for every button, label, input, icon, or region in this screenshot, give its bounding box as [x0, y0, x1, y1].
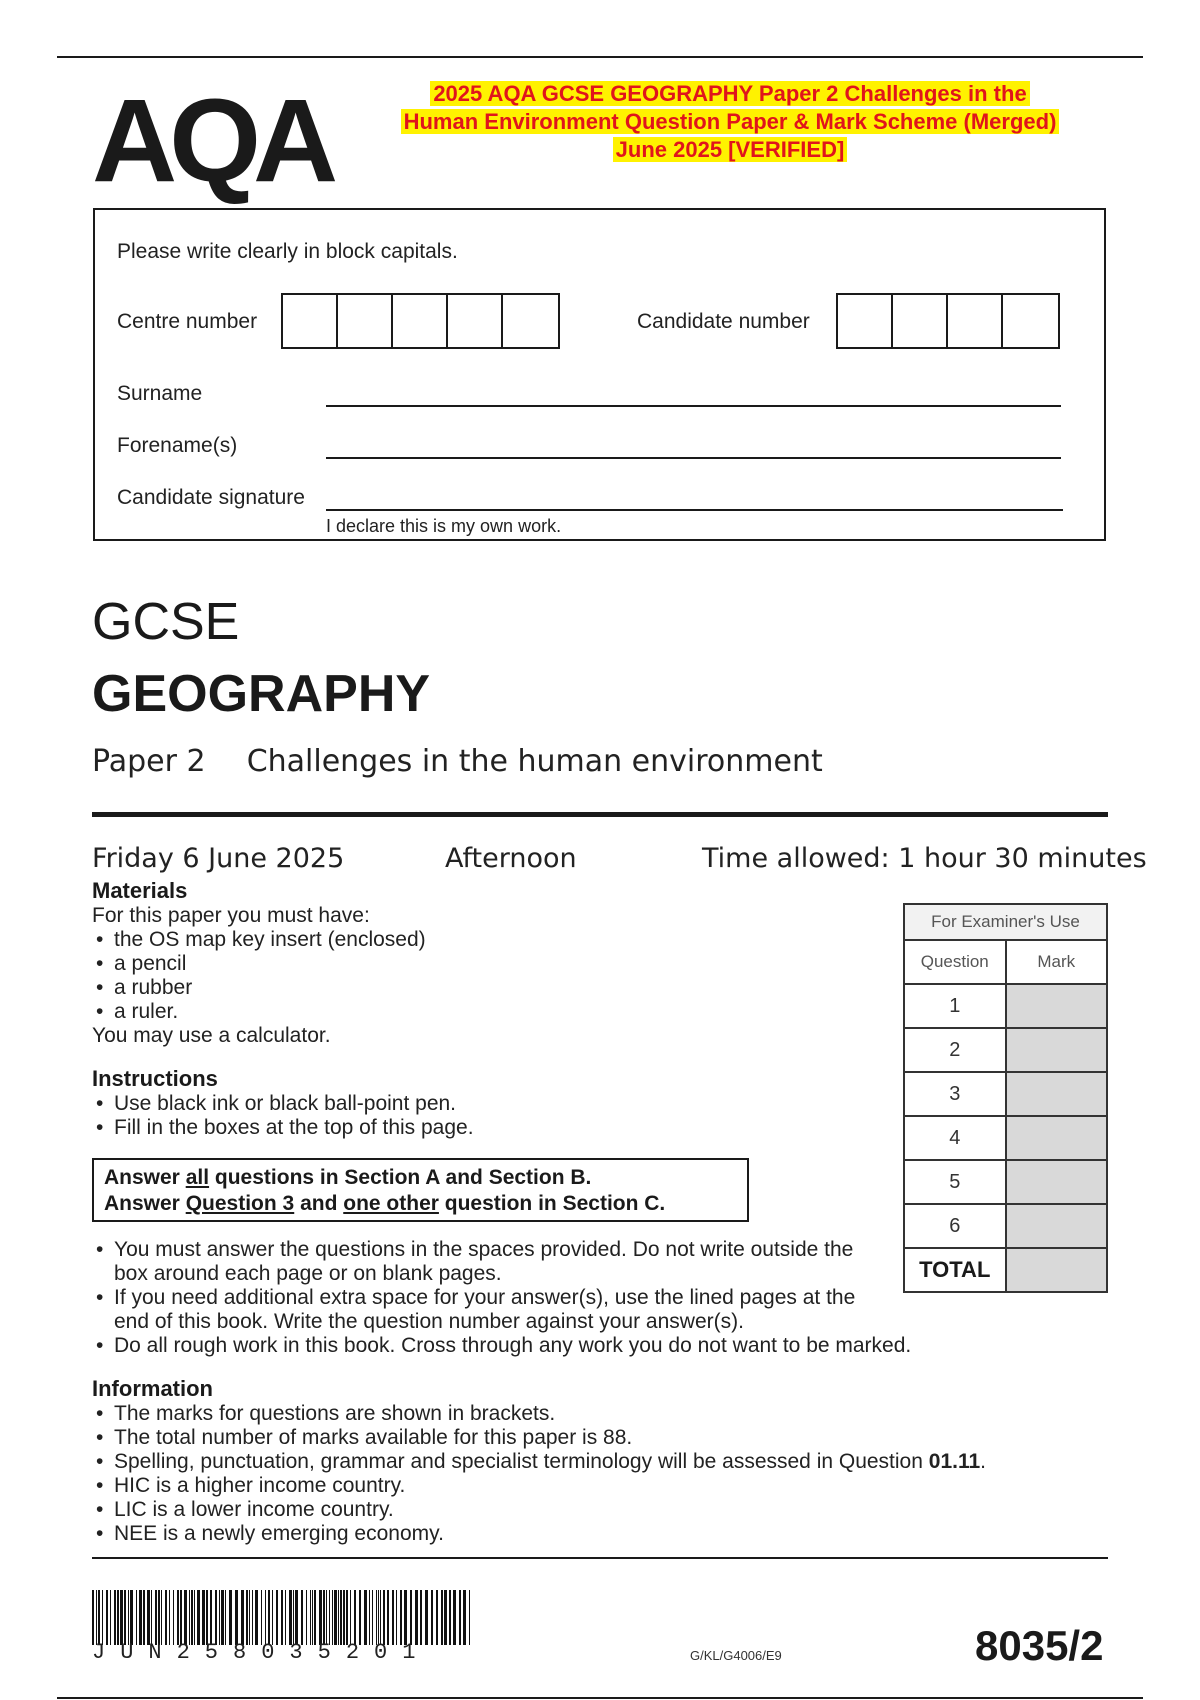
info-item: • LIC is a lower income country.: [92, 1498, 1092, 1522]
materials-item: • a rubber: [92, 976, 832, 1000]
calculator-note: You may use a calculator.: [92, 1024, 331, 1047]
info-item: • NEE is a newly emerging economy.: [92, 1522, 1092, 1546]
instructions-section: [92, 1066, 832, 1140]
answer-line-2: Answer Question 3 and one other question in Section C.: [104, 1192, 666, 1215]
bottom-rule: [57, 1697, 1143, 1699]
forename-label: Forename(s): [117, 434, 238, 457]
materials-item: • the OS map key insert (enclosed): [92, 928, 832, 952]
instruction-item: • If you need additional extra space for your answer(s), use the lined pages at the end of this book. Write the question number against your answer(s).: [92, 1286, 884, 1334]
candidate-number-label: Candidate number: [637, 310, 810, 333]
materials-section: [92, 878, 832, 1048]
question-number: 3: [904, 1072, 1006, 1116]
mark-col-header: Mark: [1006, 940, 1108, 984]
centre-number-field[interactable]: [281, 293, 560, 349]
exam-session: Afternoon: [445, 843, 577, 874]
total-mark-cell: [1006, 1248, 1108, 1292]
title-divider: [92, 812, 1108, 817]
candidate-digit-box[interactable]: [1003, 295, 1058, 347]
candidate-digit-box[interactable]: [893, 295, 948, 347]
exam-date: Friday 6 June 2025: [92, 843, 345, 874]
centre-digit-box[interactable]: [503, 295, 558, 347]
mark-cell: [1006, 1204, 1108, 1248]
question-number: 2: [904, 1028, 1006, 1072]
banner-line-2: Human Environment Question Paper & Mark Scheme (Merged): [401, 109, 1060, 134]
centre-digit-box[interactable]: [338, 295, 393, 347]
title-banner: [360, 80, 1100, 164]
top-rule: [57, 56, 1143, 58]
examiners-use-table: [903, 903, 1108, 1293]
examiners-use-title: For Examiner's Use: [904, 904, 1107, 940]
instruction-item: • Do all rough work in this book. Cross through any work you do not want to be marked.: [92, 1334, 1114, 1358]
paper-title: [92, 744, 823, 779]
mark-cell: [1006, 984, 1108, 1028]
candidate-number-field[interactable]: [836, 293, 1060, 349]
instruction-item: • Use black ink or black ball-point pen.: [92, 1092, 832, 1116]
block-capitals-instruction: Please write clearly in block capitals.: [117, 240, 458, 263]
mark-cell: [1006, 1072, 1108, 1116]
answer-requirements-box: [92, 1158, 749, 1222]
answer-line-1: Answer all questions in Section A and Section B.: [104, 1166, 592, 1189]
banner-line-3: June 2025 [VERIFIED]: [613, 137, 848, 162]
question-number: 5: [904, 1160, 1006, 1204]
banner-line-1: 2025 AQA GCSE GEOGRAPHY Paper 2 Challenges in the: [430, 81, 1029, 106]
info-item: • The total number of marks available for this paper is 88.: [92, 1426, 1092, 1450]
instructions-heading: Instructions: [92, 1066, 218, 1091]
materials-item: • a pencil: [92, 952, 832, 976]
info-item-spag: • Spelling, punctuation, grammar and specialist terminology will be assessed in Question 01.11.: [92, 1450, 1092, 1474]
mark-cell: [1006, 1160, 1108, 1204]
materials-item: • a ruler.: [92, 1000, 832, 1024]
barcode-image: [92, 1590, 474, 1645]
surname-field[interactable]: [326, 405, 1061, 407]
information-heading: Information: [92, 1376, 213, 1401]
barcode-number: JUN258035201: [92, 1640, 431, 1665]
question-col-header: Question: [904, 940, 1006, 984]
footer-divider: [92, 1557, 1108, 1559]
information-section: [92, 1376, 1092, 1546]
candidate-details-box: [93, 208, 1106, 541]
question-number: 1: [904, 984, 1006, 1028]
total-label: TOTAL: [904, 1248, 1006, 1292]
time-allowed: Time allowed: 1 hour 30 minutes: [702, 843, 1147, 874]
question-number: 6: [904, 1204, 1006, 1248]
paper-number: Paper 2: [92, 744, 206, 779]
centre-digit-box[interactable]: [448, 295, 503, 347]
qualification-level: GCSE: [92, 593, 240, 651]
candidate-digit-box[interactable]: [948, 295, 1003, 347]
materials-intro: For this paper you must have:: [92, 904, 370, 927]
info-item: • The marks for questions are shown in brackets.: [92, 1402, 1092, 1426]
candidate-digit-box[interactable]: [838, 295, 893, 347]
aqa-logo: AQA: [92, 75, 331, 207]
centre-digit-box[interactable]: [393, 295, 448, 347]
instruction-item: • Fill in the boxes at the top of this page.: [92, 1116, 832, 1140]
document-reference: G/KL/G4006/E9: [690, 1648, 782, 1663]
signature-field[interactable]: [326, 509, 1063, 511]
info-item: • HIC is a higher income country.: [92, 1474, 1092, 1498]
materials-heading: Materials: [92, 878, 188, 903]
mark-cell: [1006, 1116, 1108, 1160]
centre-number-label: Centre number: [117, 310, 258, 333]
mark-cell: [1006, 1028, 1108, 1072]
signature-label: Candidate signature: [117, 486, 305, 509]
paper-code: 8035/2: [975, 1622, 1104, 1669]
forename-field[interactable]: [326, 457, 1061, 459]
surname-label: Surname: [117, 382, 203, 405]
declaration-text: I declare this is my own work.: [326, 516, 562, 536]
question-number: 4: [904, 1116, 1006, 1160]
centre-digit-box[interactable]: [283, 295, 338, 347]
paper-name: Challenges in the human environment: [246, 744, 823, 779]
subject-title: GEOGRAPHY: [92, 665, 431, 723]
instruction-item: • You must answer the questions in the spaces provided. Do not write outside the box around each page or on blank pages.: [92, 1238, 884, 1286]
